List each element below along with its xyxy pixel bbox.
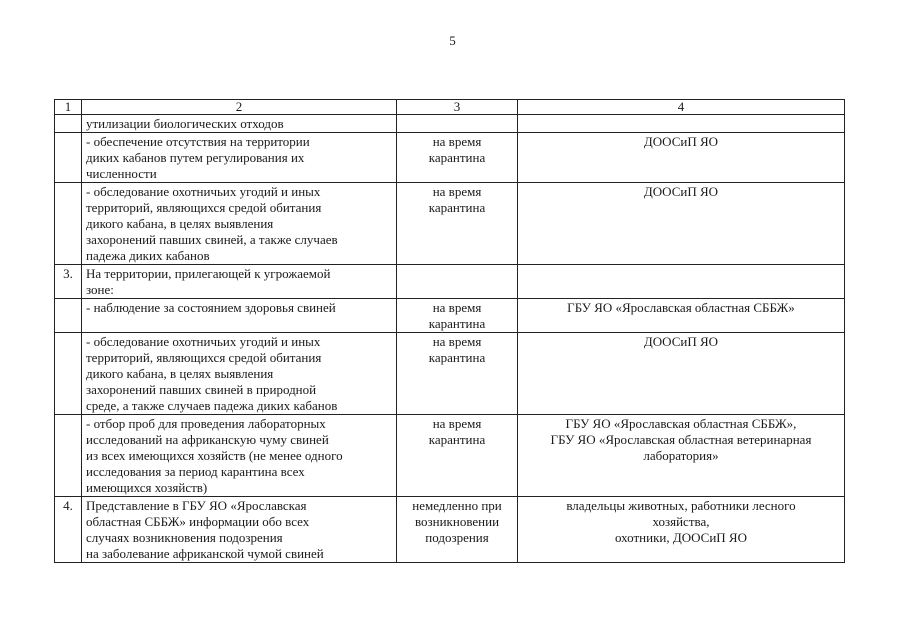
term-cell-line: на время [432, 134, 482, 149]
table-row [55, 497, 845, 563]
term-cell [397, 115, 518, 133]
header-cell-2: 2 [82, 100, 397, 115]
responsible-cell-line: владельцы животных, работники лесного [566, 498, 796, 513]
term-cell [397, 497, 518, 563]
action-cell-line: территорий, являющихся средой обитания [86, 200, 322, 215]
action-cell-line: областная СББЖ» информации обо всех [86, 514, 310, 529]
action-cell-line: - отбор проб для проведения лабораторных [86, 416, 326, 431]
responsible-cell-line: ГБУ ЯО «Ярославская областная СББЖ» [567, 300, 795, 315]
responsible-cell-line: ГБУ ЯО «Ярославская областная ветеринарная [550, 432, 812, 447]
responsible-cell [518, 133, 845, 183]
action-cell-line: На территории, прилегающей к угрожаемой [86, 266, 331, 281]
row-number-cell [55, 415, 82, 497]
term-cell [397, 299, 518, 333]
term-cell [397, 183, 518, 265]
responsible-cell [518, 333, 845, 415]
term-cell [397, 265, 518, 299]
row-number-cell [55, 183, 82, 265]
term-cell-line: карантина [428, 316, 486, 331]
action-cell-line: - обследование охотничьих угодий и иных [86, 334, 321, 349]
responsible-cell-line: ДООСиП ЯО [643, 184, 719, 199]
action-cell-line: дикого кабана, в целях выявления [86, 366, 274, 381]
term-cell-line: на время [432, 300, 482, 315]
measures-table [54, 99, 845, 563]
term-cell-line: на время [432, 416, 482, 431]
term-cell-line: карантина [428, 350, 486, 365]
responsible-cell [518, 299, 845, 333]
action-cell [82, 333, 397, 415]
action-cell-line: - обследование охотничьих угодий и иных [86, 184, 321, 199]
action-cell-line: имеющихся хозяйств) [86, 480, 208, 495]
table-row [55, 133, 845, 183]
action-cell-line: - обеспечение отсутствия на территории [86, 134, 310, 149]
responsible-cell-line: хозяйства, [652, 514, 710, 529]
action-cell-line: исследований на африканскую чуму свиней [86, 432, 329, 447]
term-cell-line: карантина [428, 432, 486, 447]
table-row [55, 265, 845, 299]
action-cell-line: зоне: [86, 282, 114, 297]
action-cell-line: исследования за период карантина всех [86, 464, 305, 479]
row-number-cell: 4. [55, 497, 82, 563]
responsible-cell [518, 115, 845, 133]
responsible-cell [518, 415, 845, 497]
action-cell [82, 299, 397, 333]
action-cell [82, 415, 397, 497]
term-cell-line: карантина [428, 150, 486, 165]
action-cell-line: дикого кабана, в целях выявления [86, 216, 274, 231]
action-cell [82, 115, 397, 133]
action-cell-line: захоронений павших свиней в природной [86, 382, 317, 397]
row-number-cell [55, 333, 82, 415]
action-cell-line: падежа диких кабанов [86, 248, 210, 263]
action-cell-line: среде, а также случаев падежа диких кабанов [86, 398, 338, 413]
header-cell-3: 3 [397, 100, 518, 115]
action-cell-line: численности [86, 166, 157, 181]
term-cell-line: возникновении [414, 514, 500, 529]
responsible-cell-line: охотники, ДООСиП ЯО [614, 530, 747, 545]
action-cell [82, 265, 397, 299]
table-row [55, 183, 845, 265]
term-cell-line: подозрения [425, 530, 489, 545]
action-cell-line: диких кабанов путем регулирования их [86, 150, 305, 165]
responsible-cell-line: ГБУ ЯО «Ярославская областная СББЖ», [565, 416, 797, 431]
responsible-cell [518, 183, 845, 265]
term-cell-line: на время [432, 334, 482, 349]
term-cell [397, 133, 518, 183]
action-cell-line: из всех имеющихся хозяйств (не менее одного [86, 448, 343, 463]
action-cell-line: Представление в ГБУ ЯО «Ярославская [86, 498, 307, 513]
action-cell [82, 133, 397, 183]
row-number-cell: 3. [55, 265, 82, 299]
table-row [55, 333, 845, 415]
row-number-cell [55, 133, 82, 183]
table-row [55, 415, 845, 497]
row-number-cell [55, 299, 82, 333]
action-cell-line: случаях возникновения подозрения [86, 530, 283, 545]
action-cell-line: - наблюдение за состоянием здоровья свиней [86, 300, 336, 315]
responsible-cell-line: лаборатория» [643, 448, 719, 463]
responsible-cell-line: ДООСиП ЯО [643, 334, 719, 349]
action-cell-line: утилизации биологических отходов [86, 116, 284, 131]
term-cell-line: на время [432, 184, 482, 199]
table-row [55, 299, 845, 333]
responsible-cell [518, 497, 845, 563]
table-row [55, 115, 845, 133]
term-cell [397, 333, 518, 415]
page-number: 5 [449, 33, 456, 48]
responsible-cell [518, 265, 845, 299]
term-cell-line: карантина [428, 200, 486, 215]
term-cell-line: немедленно при [412, 498, 502, 513]
header-cell-4: 4 [518, 100, 845, 115]
responsible-cell-line: ДООСиП ЯО [643, 134, 719, 149]
row-number-cell [55, 115, 82, 133]
action-cell [82, 183, 397, 265]
action-cell-line: территорий, являющихся средой обитания [86, 350, 322, 365]
table-header-row [55, 100, 845, 115]
action-cell [82, 497, 397, 563]
header-cell-1: 1 [55, 100, 82, 115]
term-cell [397, 415, 518, 497]
action-cell-line: захоронений павших свиней, а также случаев [86, 232, 338, 247]
action-cell-line: на заболевание африканской чумой свиней [86, 546, 324, 561]
